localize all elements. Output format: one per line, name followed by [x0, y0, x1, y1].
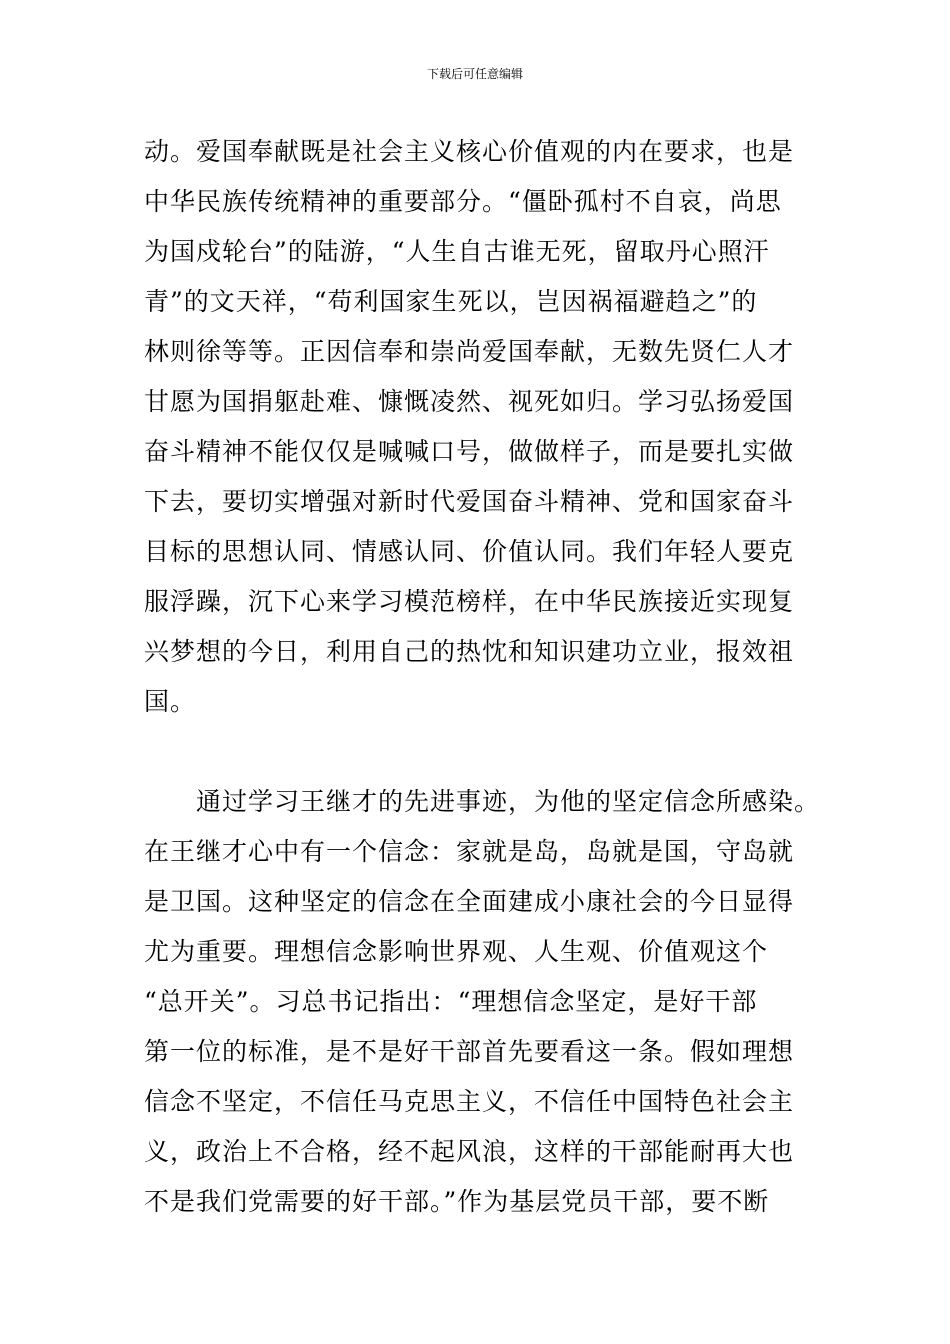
text-line: 下去，要切实增强对新时代爱国奋斗精神、党和国家奋斗	[144, 487, 795, 516]
body-text	[144, 127, 844, 1227]
header-note: 下载后可任意编辑	[426, 67, 523, 81]
paragraph-2	[144, 777, 844, 1227]
text-line: 甘愿为国捐躯赴难、慷慨凌然、视死如归。学习弘扬爱国	[144, 387, 795, 416]
text-line: 目标的思想认同、情感认同、价值认同。我们年轻人要克	[144, 537, 795, 566]
text-line: 不是我们党需要的好干部。”作为基层党员干部，要不断	[144, 1187, 770, 1216]
text-line: 国。	[144, 687, 197, 716]
text-line: 第一位的标准，是不是好干部首先要看这一条。假如理想	[144, 1037, 795, 1066]
text-line: 青”的文天祥，“苟利国家生死以，岂因祸福避趋之”的	[144, 287, 758, 316]
text-line: 尤为重要。理想信念影响世界观、人生观、价值观这个	[144, 937, 769, 966]
paragraph-1	[144, 127, 844, 727]
text-line: 林则徐等等。正因信奉和崇尚爱国奉献，无数先贤仁人才	[144, 337, 795, 366]
text-line: 动。爱国奉献既是社会主义核心价值观的内在要求，也是	[144, 137, 795, 166]
text-line: 奋斗精神不能仅仅是喊喊口号，做做样子，而是要扎实做	[144, 437, 795, 466]
text-line: 为国戍轮台”的陆游，“人生自古谁无死，留取丹心照汗	[144, 237, 770, 266]
text-line: 通过学习王继才的先进事迹，为他的坚定信念所感染。	[196, 787, 821, 816]
text-line: 中华民族传统精神的重要部分。“僵卧孤村不自哀，尚思	[144, 187, 782, 216]
text-line: 信念不坚定，不信任马克思主义，不信任中国特色社会主	[144, 1087, 795, 1116]
text-line: “总开关”。习总书记指出：“理想信念坚定，是好干部	[144, 987, 758, 1016]
text-line: 兴梦想的今日，利用自己的热忱和知识建功立业，报效祖	[144, 637, 795, 666]
text-line: 是卫国。这种坚定的信念在全面建成小康社会的今日显得	[144, 887, 795, 916]
text-line: 义，政治上不合格，经不起风浪，这样的干部能耐再大也	[144, 1137, 795, 1166]
paragraph-gap	[144, 727, 844, 777]
text-line: 在王继才心中有一个信念：家就是岛，岛就是国，守岛就	[144, 837, 795, 866]
text-line: 服浮躁，沉下心来学习模范榜样，在中华民族接近实现复	[144, 587, 795, 616]
